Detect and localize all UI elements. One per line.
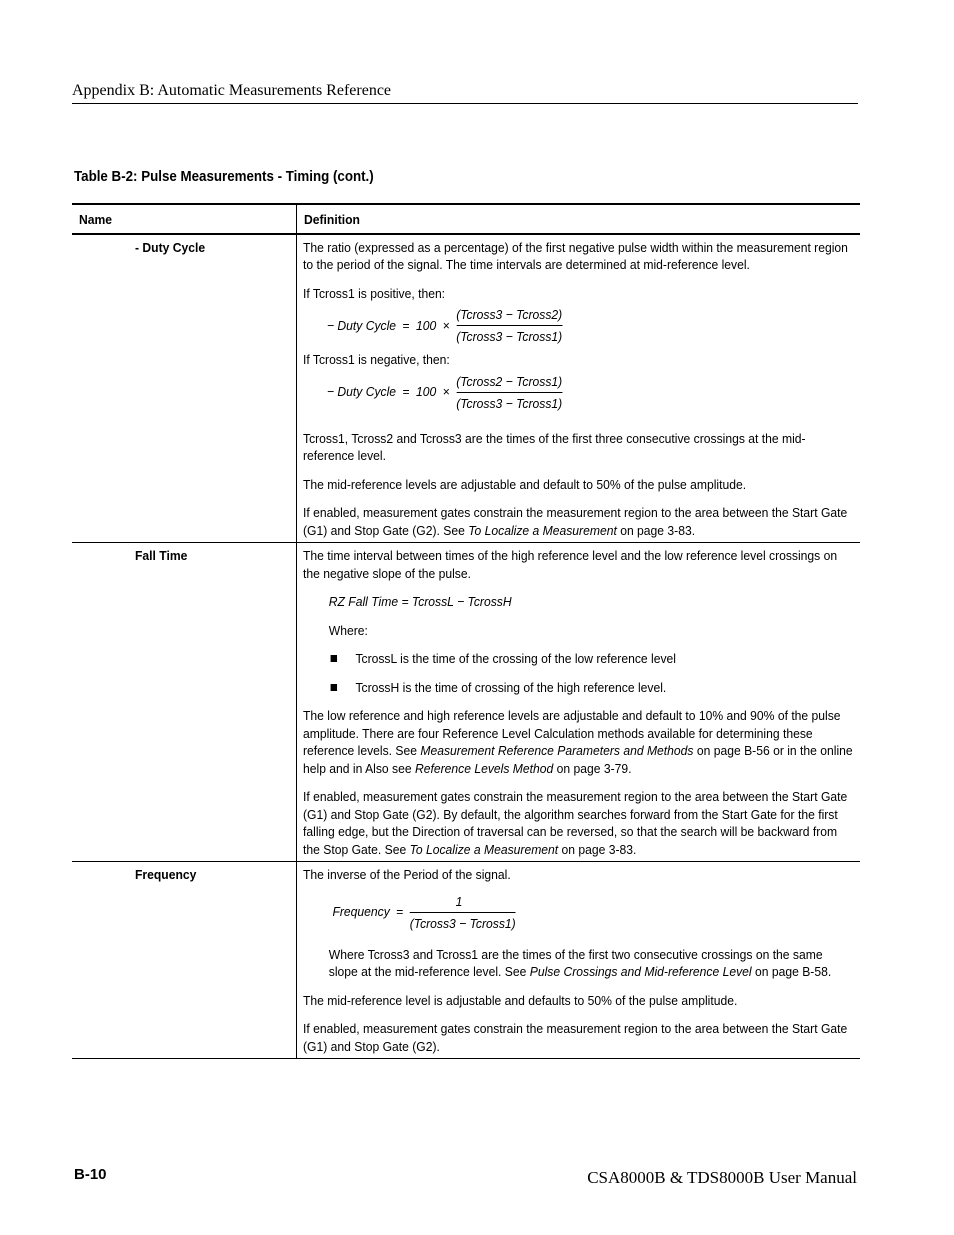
formula-equals: = [402,317,410,333]
paragraph: The time interval between times of the high reference level and the low reference level crossings on the negative slope of the pulse. [303,548,838,581]
formula-fraction [410,893,516,932]
cross-reference-link: Reference Levels Method [414,760,554,776]
formula-fraction [456,373,562,412]
paragraph: The ratio (expressed as a percentage) of the first negative pulse width within the measurement region to the period of the signal. The time intervals are determined at mid-reference level. [303,239,848,272]
paragraph: The mid-reference levels are adjustable and default to 50% of the pulse amplitude. [303,476,747,492]
paragraph: The low reference and high reference levels are adjustable and default to 10% and 90% of the pulse amplitude. There are four Reference Level Calculation methods available for determining these reference levels. See Measurement Reference Parameters and Methods on page B-56 or in the online help and in Also see Reference Levels Method on page 3-79. [303,708,853,776]
formula-coefficient: 100 [416,317,437,333]
paragraph: If enabled, measurement gates constrain the measurement region to the area between the Start Gate (G1) and Stop Gate (G2). See To Localize a Measurement on page 3-83. [303,505,848,538]
formula-duty-cycle-positive [327,306,854,345]
manual-title: CSA8000B & TDS8000B User Manual [587,1168,857,1187]
formula-duty-cycle-negative [327,373,854,412]
fraction-denominator: (Tcross3 − Tcross1) [456,329,563,344]
row-name-fall-time: Fall Time [72,543,297,862]
paragraph: Tcross1, Tcross2 and Tcross3 are the times of the first three consecutive crossings at the mid-reference level. [303,430,806,463]
list-item: TcrossL is the time of the crossing of the low reference level [329,650,854,668]
formula-coefficient: 100 [416,384,437,400]
fraction-denominator: (Tcross3 − Tcross1) [409,915,516,931]
row-definition-fall-time [297,543,861,862]
formula-lhs: − Duty Cycle [326,317,397,333]
row-name-frequency: Frequency [72,862,297,1059]
paragraph: The mid-reference level is adjustable and defaults to 50% of the pulse amplitude. [303,992,738,1008]
running-header: Appendix B: Automatic Measurements Reference [72,82,392,99]
formula-equals: = [402,384,410,400]
bullet-square-icon [331,684,337,691]
formula-times: × [442,317,450,333]
paragraph: The inverse of the Period of the signal. [303,867,511,882]
row-name-duty-cycle: - Duty Cycle [72,234,297,543]
cross-reference-link: Measurement Reference Parameters and Methods [420,743,694,758]
table-row-frequency [72,862,860,1059]
formula-fraction [456,306,562,345]
formula-equals: = [396,904,404,920]
condition-text: If Tcross1 is positive, then: [303,285,446,301]
cross-reference-link: To Localize a Measurement [468,522,617,538]
fraction-numerator: (Tcross2 − Tcross1) [456,373,562,393]
paragraph: If enabled, measurement gates constrain the measurement region to the area between the Start Gate (G1) and Stop Gate (G2). By default, the algorithm searches forward from the Start Gate for the first falling edge, but the Direction of traversal can be reversed, so that the search will be backward from the Stop Gate. See To Localize a Measurement on page 3-83. [303,789,848,857]
cross-reference-link: To Localize a Measurement [409,841,559,857]
header-rule [72,103,858,104]
formula-lhs: − Duty Cycle [326,384,397,400]
bullet-square-icon [331,655,337,662]
pulse-measurements-table [72,203,860,1059]
row-definition-frequency [297,862,861,1059]
table-row-duty-cycle [72,234,860,543]
fraction-numerator: 1 [410,893,516,913]
table-title: Table B-2: Pulse Measurements - Timing (cont.) [74,169,374,185]
cross-reference-link: Pulse Crossings and Mid-reference Level [529,964,752,979]
formula-fall-time: RZ Fall Time = TcrossL − TcrossH [328,594,512,609]
row-definition-duty-cycle [297,234,861,543]
paragraph: If enabled, measurement gates constrain the measurement region to the area between the Start Gate (G1) and Stop Gate (G2). [303,1021,848,1054]
paragraph: Where Tcross3 and Tcross1 are the times of the first two consecutive crossings on the same slope at the mid-reference level. See Pulse Crossings and Mid-reference Level on page B-58. [328,946,832,979]
column-header-definition: Definition [297,204,861,234]
fraction-numerator: (Tcross3 − Tcross2) [456,306,562,326]
page-number: B-10 [74,1166,107,1183]
column-header-name: Name [72,204,297,234]
table-row-fall-time [72,543,860,862]
list-item: TcrossH is the time of crossing of the high reference level. [329,679,854,697]
formula-lhs: Frequency [332,904,390,920]
formula-times: × [442,384,450,400]
where-label: Where: [328,622,368,638]
formula-frequency [332,893,854,932]
fraction-denominator: (Tcross3 − Tcross1) [456,395,563,411]
condition-text: If Tcross1 is negative, then: [303,352,450,367]
table-header-row [72,204,860,234]
